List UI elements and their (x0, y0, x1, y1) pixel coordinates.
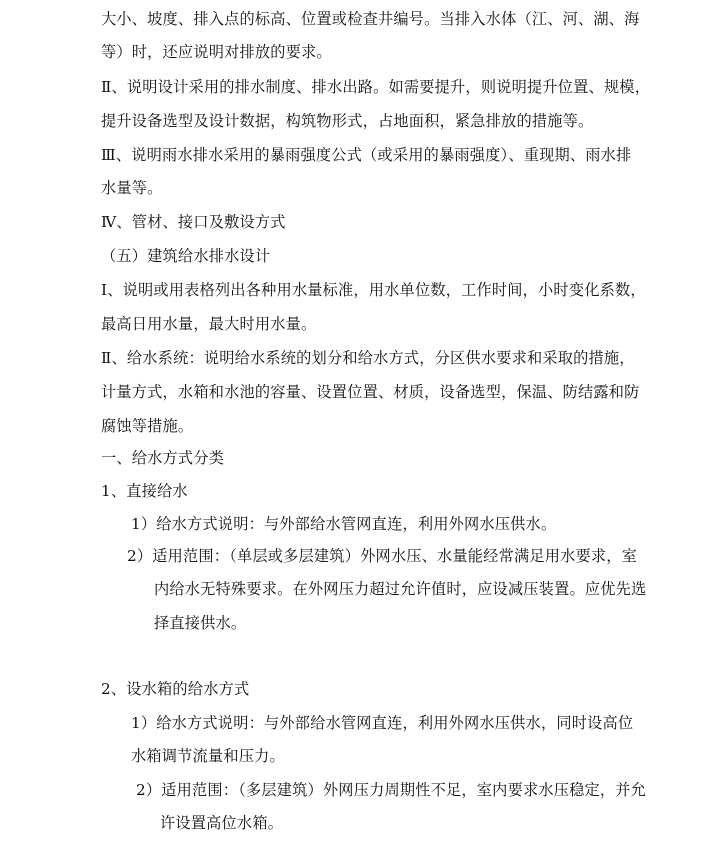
text-line: 腐蚀等措施。 (101, 417, 194, 435)
section-heading: （五）建筑给水排水设计 (101, 247, 271, 265)
text-line: 大小、坡度、排入点的标高、位置或检查井编号。当排入水体（江、河、湖、海 (101, 10, 640, 28)
text-line: Ⅲ、说明雨水排水采用的暴雨强度公式（或采用的暴雨强度）、重现期、雨水排 (101, 146, 632, 164)
list-item: 1）给水方式说明：与外部给水管网直连，利用外网水压供水，同时设高位 (131, 714, 634, 732)
list-item: 1）给水方式说明：与外部给水管网直连，利用外网水压供水。 (131, 515, 557, 533)
text-line: Ⅱ、给水系统：说明给水系统的划分和给水方式，分区供水要求和采取的措施， (101, 349, 635, 367)
text-line: 许设置高位水箱。 (160, 814, 284, 832)
text-line: Ⅰ、说明或用表格列出各种用水量标准，用水单位数，工作时间，小时变化系数， (101, 281, 646, 299)
text-line: 择直接供水。 (154, 614, 247, 632)
text-line: 等）时，还应说明对排放的要求。 (101, 43, 332, 61)
list-item: 2）适用范围：（单层或多层建筑）外网水压、水量能经常满足用水要求，室 (127, 547, 638, 565)
text-line: Ⅱ、说明设计采用的排水制度、排水出路。如需要提升，则说明提升位置、规模， (101, 78, 651, 96)
text-line: 内给水无特殊要求。在外网压力超过允许值时，应设减压装置。应优先选 (154, 580, 647, 598)
text-line: 计量方式，水箱和水池的容量、设置位置、材质，设备选型，保温、防结露和防 (101, 383, 640, 401)
subsection-heading: 1、直接给水 (101, 482, 188, 500)
section-heading: 一、给水方式分类 (101, 449, 225, 467)
text-line: 最高日用水量，最大时用水量。 (101, 315, 317, 333)
subsection-heading: 2、设水箱的给水方式 (101, 680, 250, 698)
text-line: 提升设备选型及设计数据，构筑物形式，占地面积，紧急排放的措施等。 (101, 112, 594, 130)
text-line: 水箱调节流量和压力。 (131, 747, 285, 765)
text-line: Ⅳ、管材、接口及敷设方式 (101, 213, 286, 231)
text-line: 水量等。 (101, 179, 163, 197)
list-item: 2）适用范围：（多层建筑）外网压力周期性不足，室内要求水压稳定，并允 (136, 781, 647, 799)
